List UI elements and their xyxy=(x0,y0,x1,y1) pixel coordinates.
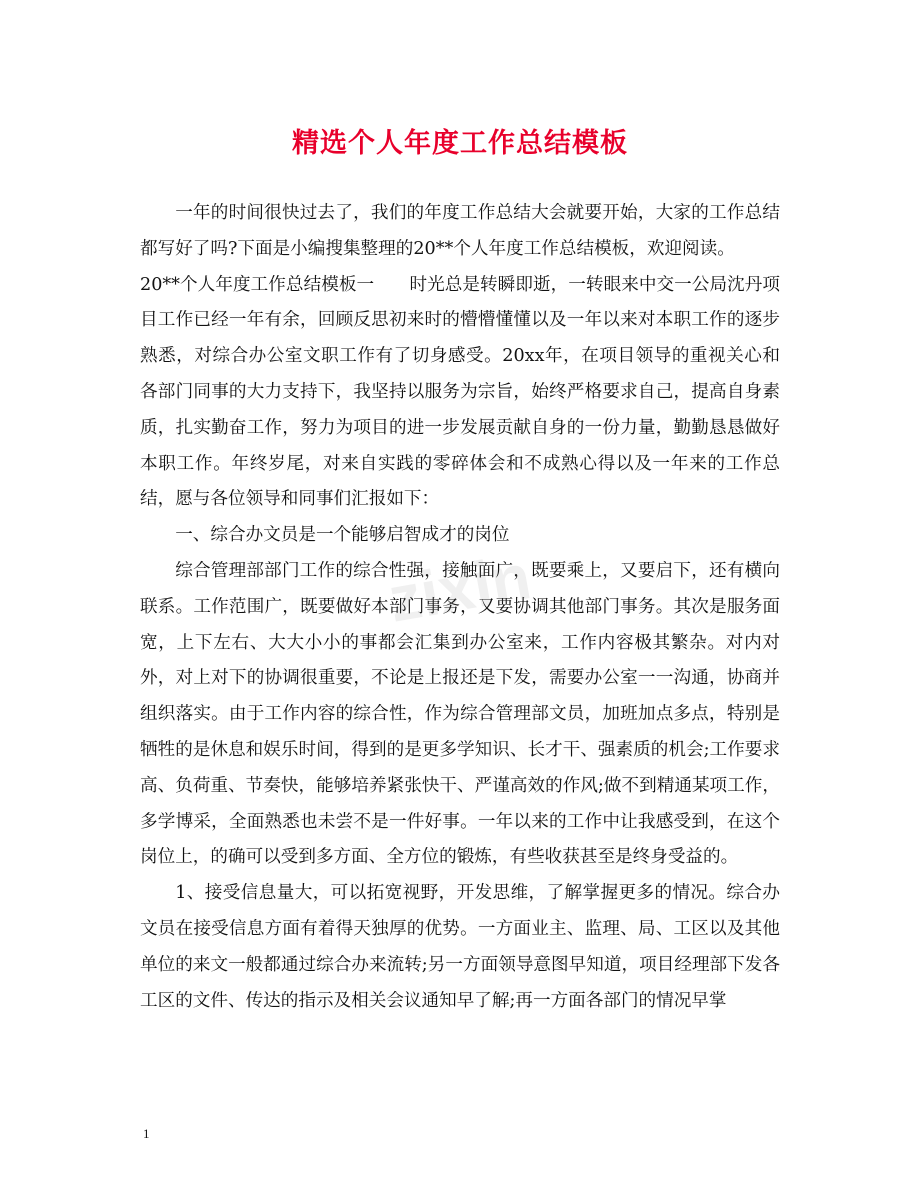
svg-text:zixin: zixin xyxy=(383,540,536,636)
intro-paragraph: 一年的时间很快过去了，我们的年度工作总结大会就要开始，大家的工作总结都写好了吗?下面是小编搜集整理的20**个人年度工作总结模板，欢迎阅读。 xyxy=(140,203,780,259)
template-one-paragraph: 20**个人年度工作总结模板一 时光总是转瞬即逝，一转眼来中交一公局沈丹项目工作已经一年有余，回顾反思初来时的懵懵懂懂以及一年以来对本职工作的逐步熟悉，对综合办公室文职工作有了切身感受。20xx年，在项目领导的重视关心和各部门同事的大力支持下，我坚持以服务为宗旨，始终严格要求自己，提高自身素质，扎实勤奋工作，努力为项目的进一步发展贡献自身的一份力量，勤勤恳恳做好本职工作。年终岁尾，对来自实践的零碎体会和不成熟心得以及一年来的工作总结，愿与各位领导和同事们汇报如下： xyxy=(140,274,780,510)
section-heading-1: 一、综合办文员是一个能够启智成才的岗位 xyxy=(175,525,510,546)
document-title: 精选个人年度工作总结模板 xyxy=(292,128,628,159)
document-body xyxy=(140,196,780,1019)
section-paragraph-1: 综合管理部部门工作的综合性强，接触面广，既要乘上，又要启下，还有横向联系。工作范围广，既要做好本部门事务，又要协调其他部门事务。其次是服务面宽，上下左右、大大小小的事都会汇集到办公室来，工作内容极其繁杂。对内对外，对上对下的协调很重要，不论是上报还是下发，需要办公室一一沟通，协商并组织落实。由于工作内容的综合性，作为综合管理部文员，加班加点多点，特别是牺牲的是休息和娱乐时间，得到的是更多学知识、长才干、强素质的机会;工作要求高、负荷重、节奏快，能够培养紧张快干、严谨高效的作风;做不到精通某项工作，多学博采，全面熟悉也未尝不是一件好事。一年以来的工作中让我感受到，在这个岗位上，的确可以受到多方面、全方位的锻炼，有些收获甚至是终身受益的。 xyxy=(140,560,780,868)
point-paragraph-1: 1、接受信息量大，可以拓宽视野，开发思维，了解掌握更多的情况。综合办文员在接受信息方面有着得天独厚的优势。一方面业主、监理、局、工区以及其他单位的来文一般都通过综合办来流转;另一方面领导意图早知道，项目经理部下发各工区的文件、传达的指示及相关会议通知早了解;再一方面各部门的情况早掌 xyxy=(140,883,780,1011)
page-number: 1 xyxy=(143,1126,150,1141)
